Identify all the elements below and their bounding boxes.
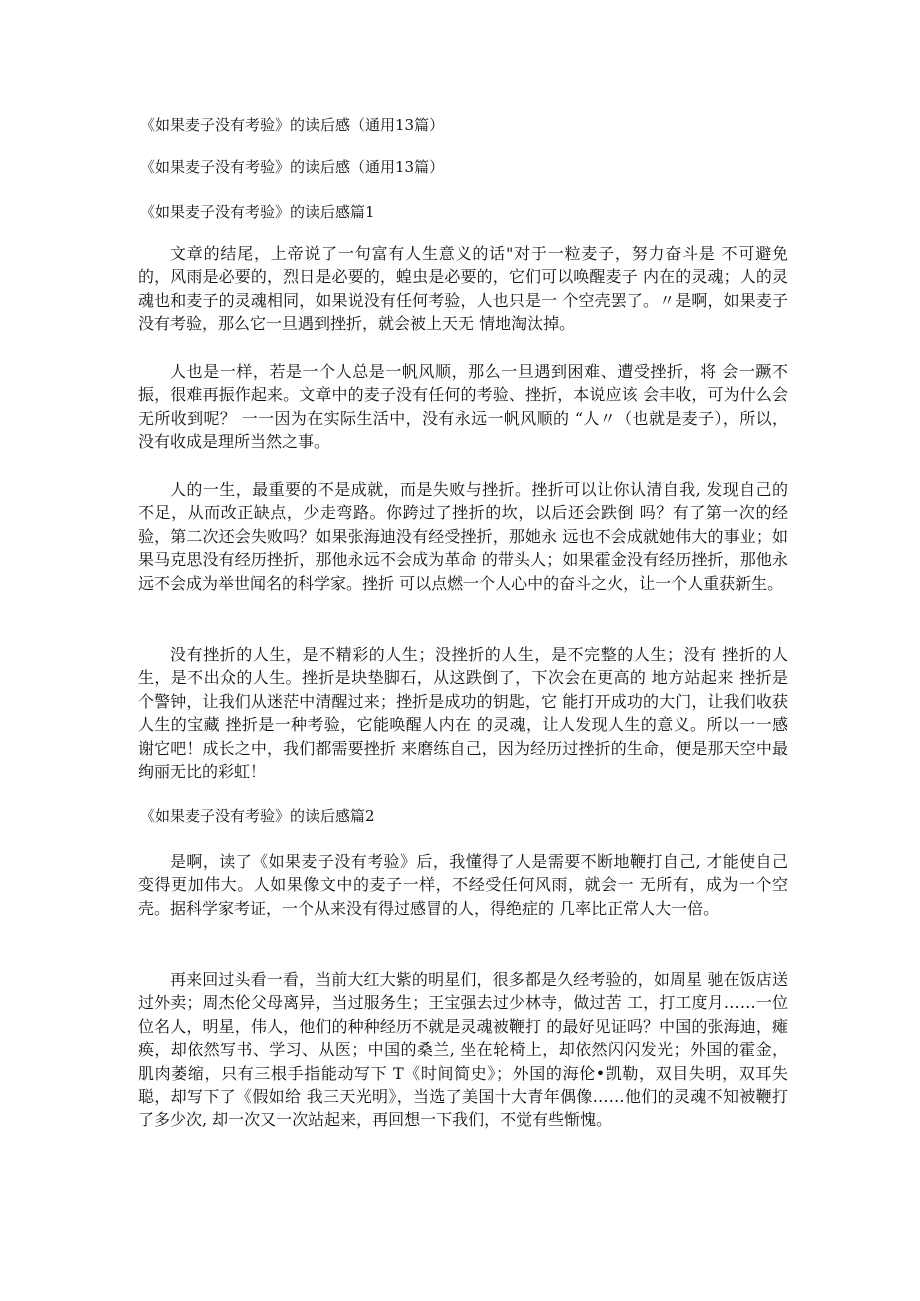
section-2-paragraph-2: 再来回过头看一看，当前大红大紫的明星们，很多都是久经考验的，如周星 驰在饭店送过外卖；周杰伦父母离异，当过服务生；王宝强去过少林寺，做过苦 工，打工度月……一位位名人，明星，伟人，他们的种种经历不就是灵魂被鞭打 的最好见证吗？中国的张海迪，瘫痪，却依然写书、学习、从医；中国的桑兰, 坐在轮椅上，却依然闪闪发光；外国的霍金，肌肉萎缩，只有三根手指能动写下 T《时间简史》；外国的海伦•凯勒，双目失明，双耳失聪，却写下了《假如给 我三天光明》，当选了美国十大青年偶像……他们的灵魂不知被鞭打了多少次, 却一次又一次站起来，再回想一下我们，不觉有些惭愧。 <box>138 970 788 1130</box>
section-1-heading: 《如果麦子没有考验》的读后感篇1 <box>140 203 375 221</box>
section-1-paragraph-4: 没有挫折的人生，是不精彩的人生；没挫折的人生，是不完整的人生；没有 挫折的人生，是不出众的人生。挫折是块垫脚石，从这跌倒了，下次会在更高的 地方站起来 挫折是个警钟，让我们从迷茫中清醒过来；挫折是成功的钥匙，它 能打开成功的大门，让我们收获人生的宝藏 挫折是一种考验，它能唤醒人内在 的灵魂，让人发现人生的意义。所以一一感谢它吧！成长之中，我们都需要挫折 来磨练自己，因为经历过挫折的生命，便是那天空中最绚丽无比的彩虹！ <box>138 645 788 782</box>
document-title: 《如果麦子没有考验》的读后感（通用13篇） <box>140 116 445 134</box>
section-1-paragraph-1: 文章的结尾，上帝说了一句富有人生意义的话"对于一粒麦子，努力奋斗是 不可避免的，风雨是必要的，烈日是必要的，蝗虫是必要的，它们可以唤醒麦子 内在的灵魂；人的灵魂也和麦子的灵魂相同，如果说没有任何考验，人也只是一 个空壳罢了。〃是啊，如果麦子没有考验，那么它一旦遇到挫折，就会被上天无 情地淘汰掉。 <box>138 244 788 334</box>
document-subtitle: 《如果麦子没有考验》的读后感（通用13篇） <box>140 158 445 176</box>
section-1-paragraph-2: 人也是一样，若是一个人总是一帆风顺，那么一旦遇到困难、遭受挫折，将 会一蹶不振，很难再振作起来。文章中的麦子没有任何的考验、挫折，本说应该 会丰收，可为什么会无所收到呢？ 一一因为在实际生活中，没有永远一帆风顺的 “人〃（也就是麦子），所以，没有收成是理所当然之事。 <box>138 362 788 452</box>
section-2-heading: 《如果麦子没有考验》的读后感篇2 <box>140 807 375 825</box>
section-1-paragraph-3: 人的一生，最重要的不是成就，而是失败与挫折。挫折可以让你认清自我, 发现自己的不足，从而改正缺点，少走弯路。你跨过了挫折的坎，以后还会跌倒 吗？有了第一次的经验，第二次还会失败吗？如果张海迪没有经受挫折，那她永 远也不会成就她伟大的事业；如果马克思没有经历挫折，那他永远不会成为革命 的带头人；如果霍金没有经历挫折，那他永远不会成为举世闻名的科学家。挫折 可以点燃一个人心中的奋斗之火，让一个人重获新生。 <box>138 480 788 593</box>
section-2-paragraph-1: 是啊，读了《如果麦子没有考验》后，我懂得了人是需要不断地鞭打自己, 才能使自己变得更加伟大。人如果像文中的麦子一样，不经受任何风雨，就会一 无所有，成为一个空壳。据科学家考证，一个从来没有得过感冒的人，得绝症的 几率比正常人大一倍。 <box>138 852 788 918</box>
